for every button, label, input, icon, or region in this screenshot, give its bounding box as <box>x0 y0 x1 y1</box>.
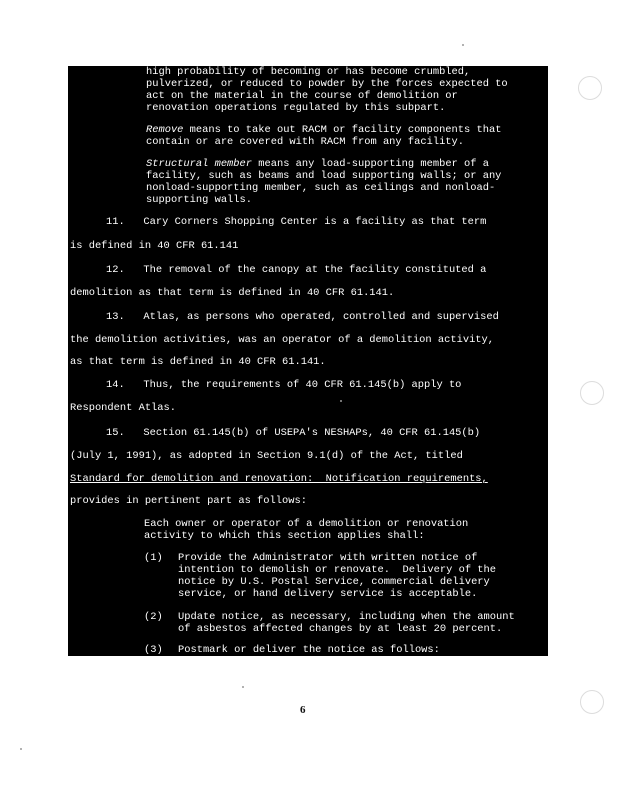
scan-speck <box>20 748 22 750</box>
quote-intro-line: Each owner or operator of a demolition or renovation <box>144 518 469 530</box>
scan-speck <box>340 400 342 402</box>
quote-item-1-line: service, or hand delivery service is acceptable. <box>178 588 478 600</box>
quote-item-2-line: of asbestos affected changes by at least 20 percent. <box>178 623 503 635</box>
quote-item-number: (2) <box>144 611 163 623</box>
structural-definition-text: means any load-supporting member of a <box>252 158 489 170</box>
friable-definition-line: renovation operations regulated by this subpart. <box>146 102 446 114</box>
quote-item-1-line: Provide the Administrator with written notice of <box>178 552 478 564</box>
quote-item-1-line: notice by U.S. Postal Service, commercial delivery <box>178 576 490 588</box>
hole-punch-mark <box>580 381 604 405</box>
paragraph-13-line: the demolition activities, was an operator of a demolition activity, <box>70 334 495 346</box>
quote-item-1-line: intention to demolish or renovate. Delivery of the <box>178 564 497 576</box>
friable-definition-line: pulverized, or reduced to powder by the forces expected to <box>146 78 508 90</box>
structural-definition-line: facility, such as beams and load supporting walls; or any <box>146 170 502 182</box>
structural-definition-line: nonload-supporting member, such as ceilings and nonload- <box>146 182 496 194</box>
remove-term: Remove <box>146 124 184 136</box>
remove-definition-line <box>146 124 501 136</box>
paragraph-11-line: is defined in 40 CFR 61.141 <box>70 240 239 252</box>
quote-item-number: (3) <box>144 644 163 656</box>
paragraph-15-line: (July 1, 1991), as adopted in Section 9.1(d) of the Act, titled <box>70 450 463 462</box>
structural-definition-line <box>146 158 489 170</box>
scan-speck <box>462 44 464 46</box>
paragraph-15-line: provides in pertinent part as follows: <box>70 495 307 507</box>
page-number: 6 <box>300 704 306 716</box>
quote-item-3-line: Postmark or deliver the notice as follows: <box>178 644 440 656</box>
structural-definition-line: supporting walls. <box>146 194 253 206</box>
paragraph-13-line: as that term is defined in 40 CFR 61.141. <box>70 356 326 368</box>
remove-definition-text: means to take out RACM or facility components that <box>183 124 502 136</box>
quote-item-2-line: Update notice, as necessary, including when the amount <box>178 611 515 623</box>
structural-member-term: Structural member <box>146 158 253 170</box>
hole-punch-mark <box>578 76 602 100</box>
quote-item-number: (1) <box>144 552 163 564</box>
friable-definition-line: high probability of becoming or has become crumbled, <box>146 66 471 78</box>
friable-definition-line: act on the material in the course of demolition or <box>146 90 458 102</box>
regulation-title-underlined: Standard for demolition and renovation: Notification requirements, <box>70 473 488 485</box>
quote-intro-line: activity to which this section applies shall: <box>144 530 425 542</box>
paragraph-13-line: 13. Atlas, as persons who operated, controlled and supervised <box>106 311 499 323</box>
paragraph-15-line: 15. Section 61.145(b) of USEPA's NESHAPs, 40 CFR 61.145(b) <box>106 427 481 439</box>
paragraph-14-line: Respondent Atlas. <box>70 402 177 414</box>
remove-definition-line: contain or are covered with RACM from any facility. <box>146 136 465 148</box>
scan-speck <box>242 686 244 688</box>
paragraph-14-line: 14. Thus, the requirements of 40 CFR 61.145(b) apply to <box>106 379 462 391</box>
paragraph-11-line: 11. Cary Corners Shopping Center is a facility as that term <box>106 216 487 228</box>
paragraph-12-line: demolition as that term is defined in 40 CFR 61.141. <box>70 287 395 299</box>
paragraph-12-line: 12. The removal of the canopy at the facility constituted a <box>106 264 487 276</box>
hole-punch-mark <box>580 690 604 714</box>
